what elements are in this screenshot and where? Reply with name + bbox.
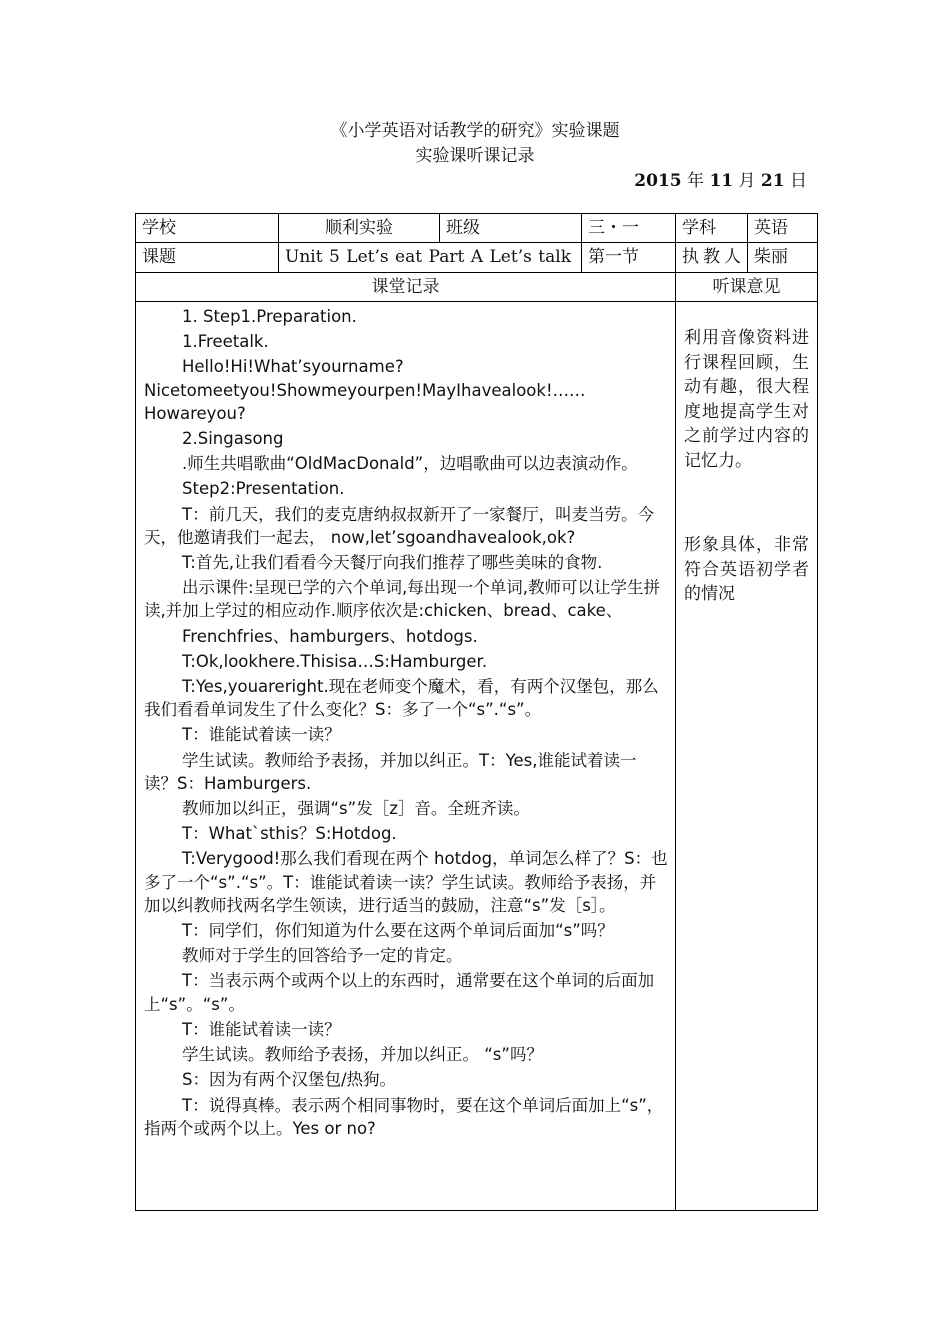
- classroom-record: [136, 302, 676, 1211]
- document-title: 《小学英语对话教学的研究》实验课题: [330, 121, 620, 141]
- content-row: [136, 302, 818, 1211]
- date-month: 11: [709, 171, 734, 191]
- record-paragraph: 1.Freetalk.: [182, 332, 269, 352]
- record-paragraph: T：What`sthis？S:Hotdog.: [182, 824, 397, 844]
- record-paragraph: T：当表示两个或两个以上的东西时，通常要在这个单词的后面加上“s”。“s”。: [144, 971, 655, 1014]
- record-paragraph: 2.Singasong: [182, 429, 284, 449]
- record-paragraph: 教师对于学生的回答给予一定的肯定。: [182, 946, 463, 966]
- record-paragraph: T:Verygood!那么我们看现在两个 hotdog，单词怎么样了？S：也多了一个“s”.“s”。T：谁能试着读一读？学生试读。教师给予表扬，并加以纠教师找两名学生领读，进行适当的鼓励，注意“s”发［s］。: [144, 849, 668, 915]
- record-paragraph: 1. Step1.Preparation.: [182, 307, 357, 326]
- record-paragraph: Hello!Hi!What’syourname?Nicetomeetyou!Showmeyourpen!MayIhavealook!……Howareyou?: [144, 357, 586, 423]
- section-header-row: [136, 273, 818, 302]
- class-label: 班级: [440, 214, 582, 243]
- date-day-unit: 日: [790, 171, 807, 191]
- subject-value: 英语: [748, 214, 818, 243]
- teacher-value: 柴丽: [748, 243, 818, 273]
- topic-value: [279, 243, 582, 273]
- info-row-topic: [136, 243, 818, 273]
- info-row-school: [136, 214, 818, 243]
- record-paragraph: Frenchfries、hamburgers、hotdogs.: [182, 626, 478, 646]
- document-subtitle: 实验课听课记录: [415, 146, 535, 166]
- topic-value-text: Unit 5 Let’s eat Part A Let’s talk: [285, 247, 571, 267]
- date-month-unit: 月: [738, 171, 756, 191]
- record-paragraph: .师生共唱歌曲“OldMacDonald”，边唱歌曲可以边表演动作。: [182, 454, 638, 474]
- record-paragraph: T:Yes,youareright.现在老师变个魔术，看，有两个汉堡包，那么我们看看单词发生了什么变化？S：多了一个“s”.“s”。: [144, 677, 659, 720]
- period-value: 第一节: [582, 243, 676, 273]
- record-paragraph: T：谁能试着读一读？: [182, 1019, 341, 1039]
- opinion-paragraph: 利用音像资料进行课程回顾，生动有趣，很大程度地提高学生对之前学过内容的记忆力。: [684, 328, 809, 471]
- topic-label: 课题: [136, 243, 279, 273]
- record-paragraph: T：同学们，你们知道为什么要在这两个单词后面加“s”吗？: [182, 921, 614, 941]
- opinion-header: 听课意见: [676, 273, 818, 302]
- record-paragraph: T：谁能试着读一读？: [182, 725, 341, 745]
- record-paragraph: T：说得真棒。表示两个相同事物时，要在这个单词后面加上“s”，指两个或两个以上。Yes or no?: [144, 1095, 664, 1138]
- date-year: 2015: [634, 171, 682, 191]
- record-paragraph: T:首先,让我们看看今天餐厅向我们推荐了哪些美味的食物.: [182, 553, 603, 573]
- record-paragraph: 出示课件:呈现已学的六个单词,每出现一个单词,教师可以让学生拼读,并加上学过的相应动作.顺序依次是:chicken、bread、cake、: [144, 578, 661, 621]
- record-paragraph: 学生试读。教师给予表扬，并加以纠正。 “s”吗？: [182, 1045, 543, 1065]
- subject-label: 学科: [676, 214, 748, 243]
- class-value: 三・一: [582, 214, 676, 243]
- date-day: 21: [760, 171, 785, 191]
- record-paragraph: T：前几天，我们的麦克唐纳叔叔新开了一家餐厅，叫麦当劳。今天，他邀请我们一起去， now,let’sgoandhavealook,ok?: [144, 504, 655, 547]
- date-year-unit: 年: [687, 171, 705, 191]
- record-paragraph: 学生试读。教师给予表扬，并加以纠正。T：Yes,谁能试着读一读？S：Hamburgers.: [144, 750, 637, 793]
- record-paragraph: T:Ok,lookhere.Thisisa…S:Hamburger.: [182, 651, 488, 671]
- record-paragraph: Step2:Presentation.: [182, 479, 345, 499]
- lecture-opinions: [676, 302, 818, 1211]
- observation-table: [135, 213, 818, 1211]
- teacher-label: 执教人: [676, 243, 748, 273]
- record-paragraph: 教师加以纠正，强调“s”发［z］音。全班齐读。: [182, 799, 530, 819]
- record-header: 课堂记录: [136, 273, 676, 302]
- school-label: 学校: [136, 214, 279, 243]
- opinion-paragraph: 形象具体，非常符合英语初学者的情况: [684, 535, 809, 604]
- record-date: [634, 166, 807, 191]
- school-value: 顺利实验: [279, 214, 440, 243]
- record-paragraph: S：因为有两个汉堡包/热狗。: [182, 1070, 397, 1090]
